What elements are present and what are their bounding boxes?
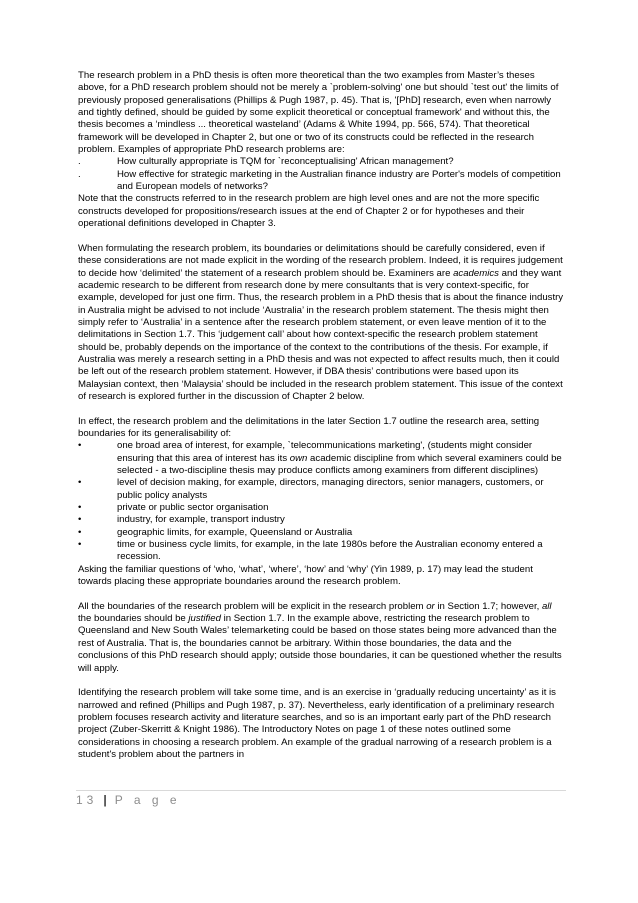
bullet: • <box>78 526 82 538</box>
bullet: • <box>78 514 82 526</box>
bullet: • <box>78 502 82 514</box>
list-item: • one broad area of interest, for example, `telecommunications marketing', (students might consider ensuring that this area of interest has its own academic discipline from which several examiners could be selected - a two-discipline thesis may produce conflicts among examiners from different disciplines) <box>78 440 562 476</box>
bullet: • <box>78 477 82 489</box>
bullet: • <box>78 440 82 452</box>
list-item: • private or public sector organisation <box>78 502 269 514</box>
list-item: . How culturally appropriate is TQM for `reconceptualising' African management? <box>78 156 454 168</box>
paragraph-familiar-questions: Asking the familiar questions of ‘who, ‘what’, ‘where’, ‘how’ and ‘why’ (Yin 1989, p. 17) may lead the student towards placing these appropriate boundaries around the research problem. <box>78 563 533 588</box>
list-item: • time or business cycle limits, for example, in the late 1980s before the Australian economy entered a recession. <box>78 539 543 563</box>
list-item: • geographic limits, for example, Queensland or Australia <box>78 526 353 538</box>
paragraph-explicit-boundaries: All the boundaries of the research problem will be explicit in the research problem or in Section 1.7; however, all the boundaries should be justified in Section 1.7. In the example above, restricting the research problem to Queensland and New South Wales’ telemarketing could be based on those states being more advanced than the rest of Australia. That is, the boundaries cannot be arbitrary. Within those boundaries, the data and the conclusions of this PhD research should apply; outside those boundaries, it can be questioned whether the results will apply. <box>78 600 562 674</box>
paragraph-boundaries: When formulating the research problem, its boundaries or delimitations should be carefully considered, even if these considerations are not made explicit in the wording of the research problem. Indeed, it is requires judgement to decide how ‘delimited’ the statement of a research problem should be. Examiners are academics and they want academic research to be different from research done by mere consultants that is very context-specific, for example, developed for just one firm. Thus, the research problem in a PhD thesis that is about the finance industry in Australia might be advised to not include ‘Australia’ in the research problem statement. The thesis might then simply refer to ‘Australia’ in a sentence after the research problem statement, or even leave mention of it to the delimitations in Section 1.7. This ‘judgement call’ about how context-specific the research problem statement should be, probably depends on the importance of the context to the contributions of the thesis. For example, if Australia was merely a research setting in a PhD thesis and was not expected to affect results much, then it could be left out of the research problem statement. However, if DBA thesis’ contributions were based upon its Malaysian context, then ‘Malaysia’ should be included in the research problem statement. This issue of the context of research is explored further in the discussion of Chapter 2 below. <box>78 242 564 402</box>
page-label: P a g e <box>114 793 181 807</box>
list-marker: . <box>78 168 81 180</box>
list-marker: . <box>78 156 81 168</box>
footer-divider <box>76 790 566 791</box>
list-item: . How effective for strategic marketing in the Australian finance industry are Porter's models of competition and European models of networks? <box>78 168 561 193</box>
page-number: 13 <box>76 793 98 807</box>
list-item: • industry, for example, transport industry <box>78 514 285 526</box>
body-text <box>78 70 564 761</box>
example-problems-list <box>78 156 564 193</box>
generalisability-list <box>78 440 564 563</box>
paragraph-identifying-problem: Identifying the research problem will take some time, and is an exercise in ‘gradually reducing uncertainty’ as it is narrowed and refined (Phillips and Pugh 1987, p. 37). Nevertheless, early identification of a preliminary research problem focuses research activity and literature searches, and so is an important early part of the PhD research project (Zuber-Skerritt & Knight 1986). The Introductory Notes on page 1 of these notes outlined some considerations in choosing a research problem. An example of the gradual narrowing of a research problem is a student's problem about the partners in <box>78 687 556 760</box>
footer-separator: | <box>103 793 107 807</box>
paragraph-research-area: In effect, the research problem and the delimitations in the later Section 1.7 outline the research area, setting boundaries for its generalisability of: <box>78 415 540 439</box>
paragraph-constructs-note: Note that the constructs referred to in the research problem are high level ones and are not the more specific constructs developed for propositions/research issues at the end of Chapter 2 or for hypotheses and their operational definitions developed in Chapter 3. <box>78 193 540 230</box>
bullet: • <box>78 539 82 551</box>
list-item: • level of decision making, for example, directors, managing directors, senior managers, customers, or public policy analysts <box>78 477 544 501</box>
paragraph-phd-research-problem: The research problem in a PhD thesis is often more theoretical than the two examples from Master’s theses above, for a PhD research problem should not be merely a `problem-solving' one but should `test out' the limits of previously proposed generalisations (Phillips & Pugh 1987, p. 45). That is, '[PhD] research, even when narrowly and tightly defined, should be guided by some explicit theoretical or conceptual framework' and without this, the thesis becomes a ‘mindless ... theoretical wasteland’ (Adams & White 1994, pp. 566, 574). That theoretical framework will be developed in Chapter 2, but one or two of its constructs could be reflected in the research problem. Examples of appropriate PhD research problems are: <box>78 70 559 156</box>
page-footer <box>76 793 566 807</box>
